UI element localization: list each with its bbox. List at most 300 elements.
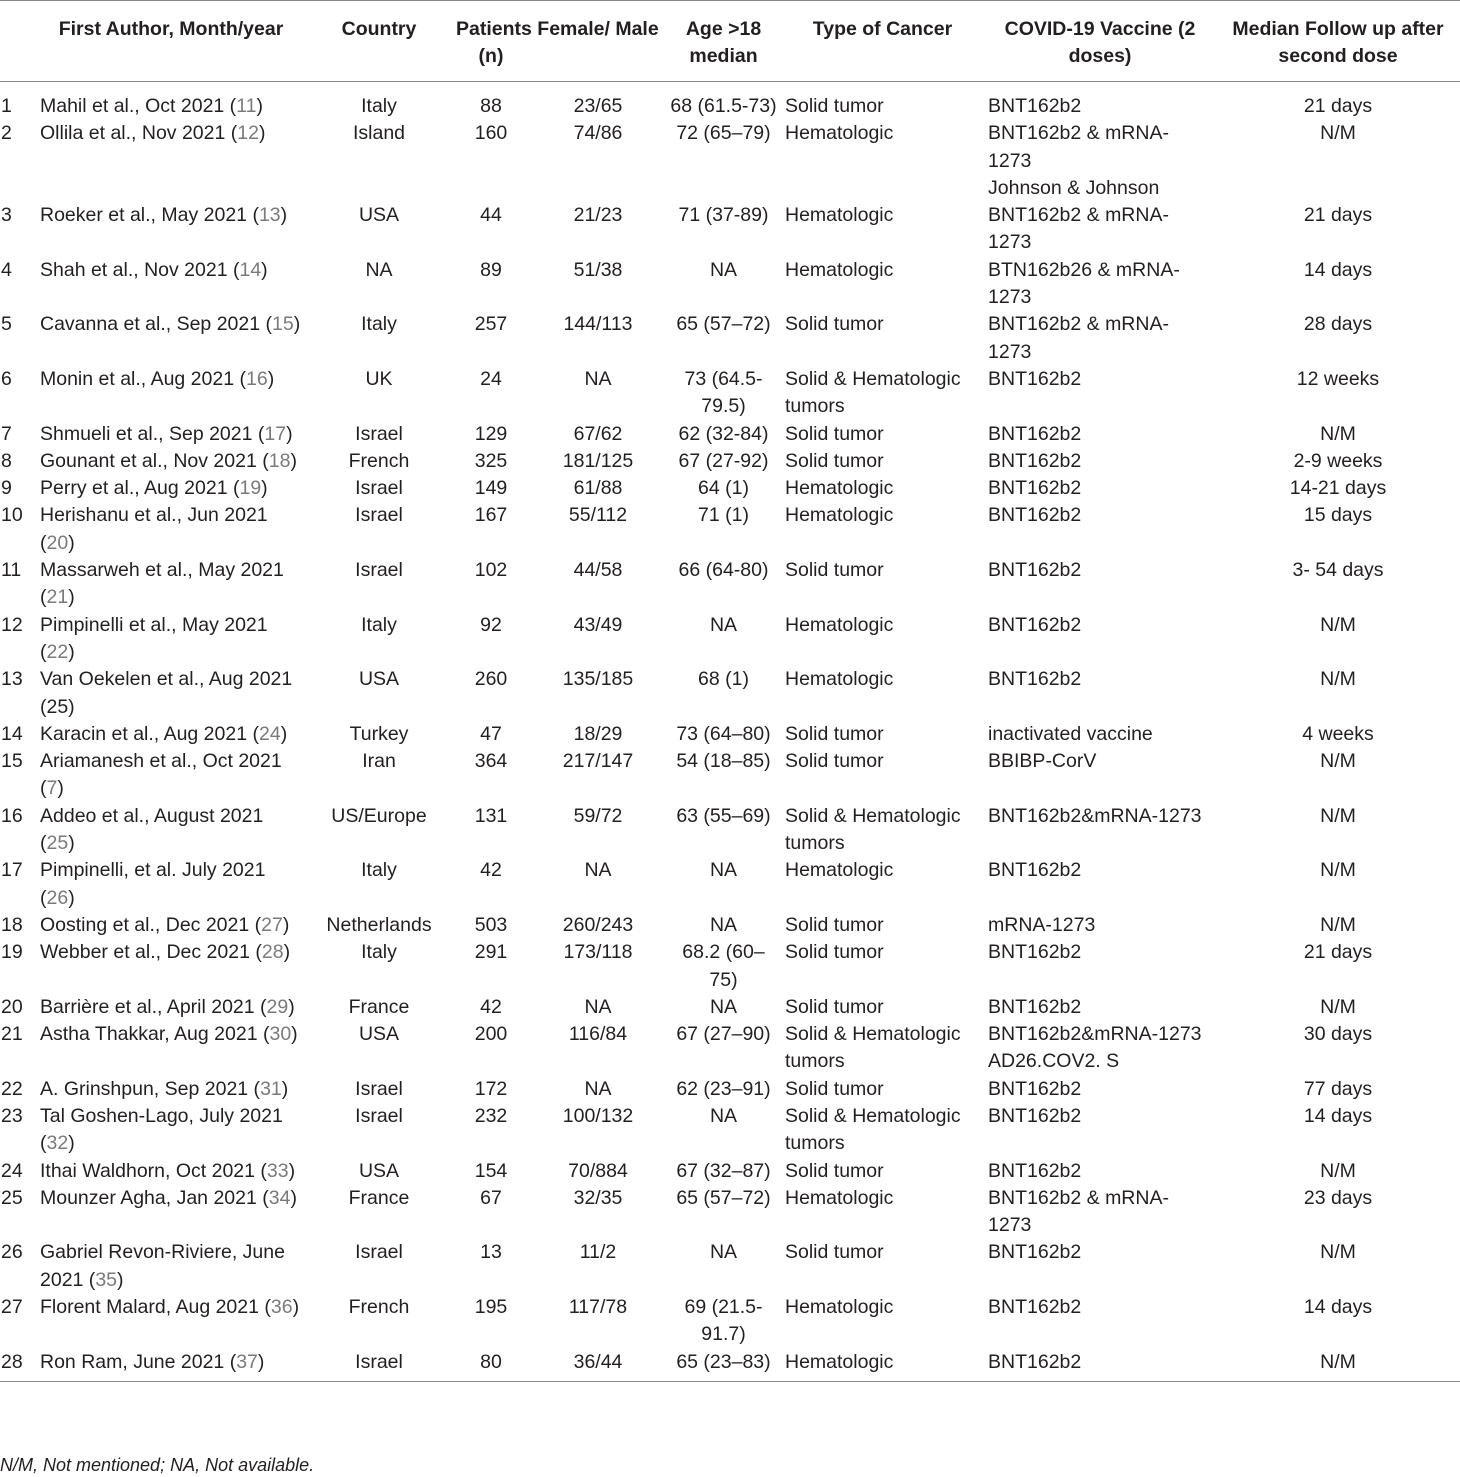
- cell-cancer: Hematologic: [785, 477, 894, 500]
- reference-link[interactable]: 31: [260, 1077, 282, 1100]
- cell-vaccine: [984, 557, 1216, 612]
- reference-link[interactable]: 26: [46, 886, 69, 909]
- cell-country: UK: [365, 367, 393, 390]
- cell-vaccine: [984, 311, 1216, 366]
- cell-patients: 325: [474, 449, 508, 472]
- table-row: [0, 1076, 1460, 1103]
- header-followup: Median Follow up after second dose: [1232, 18, 1444, 67]
- cell-age: 62 (23–91): [676, 1077, 771, 1100]
- cell-sex: 59/72: [573, 804, 623, 827]
- cell-vaccine: [984, 202, 1216, 257]
- cell-age: 67 (27-92): [678, 449, 769, 472]
- cell-followup: 3- 54 days: [1292, 559, 1384, 582]
- cell-number: 1: [1, 95, 12, 117]
- cell-patients: 260: [474, 668, 508, 691]
- cell-vaccine: [984, 1294, 1216, 1349]
- vaccine-line: BNT162b2: [988, 449, 1082, 472]
- table-row: [0, 82, 1460, 121]
- author-text: Herishanu et al., Jun 2021: [40, 504, 268, 527]
- cell-country: Israel: [355, 559, 403, 582]
- cell-country: NA: [365, 258, 393, 281]
- cell-number: 27: [1, 1296, 23, 1319]
- cell-age: 68 (61.5-73): [670, 95, 777, 117]
- author-text: Cavanna et al., Sep 2021: [40, 313, 261, 336]
- reference-link[interactable]: 30: [269, 1023, 292, 1046]
- cell-patients: 42: [480, 995, 502, 1018]
- cell-cancer: Solid tumor: [785, 1077, 884, 1100]
- cell-patients: 24: [480, 367, 502, 390]
- cell-followup: N/M: [1320, 1159, 1356, 1182]
- cell-country: Italy: [361, 95, 397, 117]
- cell-number: 24: [1, 1159, 23, 1182]
- table-row: [0, 1349, 1460, 1382]
- cell-sex: 181/125: [562, 449, 634, 472]
- reference-link[interactable]: 19: [239, 477, 262, 500]
- cell-sex: 11/2: [579, 1241, 617, 1264]
- cell-author: Webber et al., Dec 2021 (28): [40, 941, 291, 964]
- cell-sex: 100/132: [562, 1104, 634, 1127]
- author-text: Addeo et al., August 2021: [40, 804, 264, 827]
- cell-sex: 116/84: [568, 1023, 628, 1046]
- cell-cancer: Hematologic: [785, 258, 894, 281]
- reference-link[interactable]: 25: [46, 832, 69, 855]
- cell-sex: 36/44: [573, 1350, 623, 1373]
- cell-number: 19: [1, 941, 23, 964]
- cell-vaccine: [984, 366, 1216, 421]
- cell-country: France: [348, 995, 410, 1018]
- table-row: [0, 257, 1460, 312]
- cell-followup: N/M: [1320, 750, 1356, 773]
- cell-number: 16: [1, 804, 23, 827]
- cell-sex: 135/185: [562, 668, 634, 691]
- cell-author: Gounant et al., Nov 2021 (18): [40, 449, 297, 472]
- reference-link[interactable]: 24: [259, 722, 281, 745]
- cell-number: 7: [1, 422, 12, 445]
- cell-vaccine: [984, 994, 1216, 1021]
- cell-followup: N/M: [1320, 804, 1356, 827]
- author-text: Gabriel Revon-Riviere, June 2021: [40, 1241, 285, 1291]
- cell-patients: 154: [474, 1159, 508, 1182]
- cell-followup: 15 days: [1303, 504, 1373, 527]
- reference-link[interactable]: 13: [258, 204, 281, 227]
- reference-link[interactable]: 7: [46, 777, 58, 800]
- reference-link[interactable]: 22: [46, 640, 69, 663]
- cell-vaccine: [984, 1349, 1216, 1382]
- cell-cancer: Hematologic: [785, 613, 894, 636]
- cell-vaccine: [984, 1158, 1216, 1185]
- cell-cancer: Solid & Hematologic tumors: [785, 804, 961, 855]
- cell-author: Perry et al., Aug 2021 (19): [40, 477, 268, 500]
- vaccine-line: BNT162b2: [988, 1296, 1082, 1319]
- author-text: Massarweh et al., May 2021: [40, 559, 284, 582]
- reference-link[interactable]: 32: [46, 1132, 69, 1155]
- cell-author: Monin et al., Aug 2021 (16): [40, 367, 275, 390]
- cell-vaccine: [984, 120, 1216, 202]
- cell-followup: N/M: [1320, 668, 1356, 691]
- cell-cancer: Hematologic: [785, 1296, 894, 1319]
- cell-country: Italy: [361, 941, 397, 964]
- vaccine-line: BTN162b26 & mRNA-1273: [988, 258, 1180, 309]
- cell-cancer: Solid & Hematologic tumors: [785, 1104, 961, 1155]
- vaccine-line: BNT162b2: [988, 367, 1082, 390]
- cell-age: 68 (1): [698, 668, 749, 691]
- cell-cancer: Hematologic: [785, 1350, 894, 1373]
- cell-number: 28: [1, 1350, 23, 1373]
- vaccine-line: BNT162b2&mRNA-1273: [988, 1023, 1202, 1046]
- header-number: [0, 1, 36, 82]
- cell-sex: 117/78: [568, 1296, 628, 1319]
- cell-country: USA: [358, 1023, 400, 1046]
- cell-author: [36, 666, 306, 721]
- reference-link[interactable]: 27: [261, 913, 283, 936]
- reference-link[interactable]: 11: [236, 95, 257, 117]
- cell-country: French: [348, 449, 410, 472]
- cell-sex: 173/118: [563, 941, 633, 964]
- cell-country: USA: [358, 204, 400, 227]
- cell-cancer: Hematologic: [785, 504, 894, 527]
- cell-author: Astha Thakkar, Aug 2021 (30): [40, 1023, 298, 1046]
- cell-sex: 44/58: [573, 559, 623, 582]
- cell-sex: 55/112: [568, 504, 628, 527]
- cell-country: Israel: [355, 1241, 403, 1264]
- cell-number: 13: [1, 668, 23, 691]
- cell-age: 67 (32–87): [676, 1159, 771, 1182]
- cell-author: A. Grinshpun, Sep 2021 (31): [40, 1077, 289, 1100]
- cell-age: 68.2 (60–75): [682, 941, 765, 991]
- vaccine-line: Johnson & Johnson: [988, 176, 1160, 199]
- cell-age: 72 (65–79): [676, 122, 771, 145]
- cell-followup: 4 weeks: [1302, 722, 1374, 745]
- cell-number: 6: [1, 367, 12, 390]
- cell-number: 21: [1, 1023, 23, 1046]
- cell-followup: N/M: [1320, 1241, 1356, 1264]
- cell-followup: 14-21 days: [1289, 477, 1387, 500]
- cell-author: Mounzer Agha, Jan 2021 (34): [40, 1186, 297, 1209]
- cell-sex: 61/88: [573, 477, 623, 500]
- cell-author: Oosting et al., Dec 2021 (27): [40, 913, 290, 936]
- reference-link[interactable]: 28: [261, 941, 284, 964]
- header-age: Age >18 median: [685, 18, 762, 67]
- cell-sex: 21/23: [573, 204, 623, 227]
- cell-number: 17: [1, 859, 23, 882]
- vaccine-line: BNT162b2: [988, 95, 1082, 117]
- cell-number: 14: [1, 722, 23, 745]
- cell-author: Ithai Waldhorn, Oct 2021 (33): [40, 1159, 296, 1182]
- cell-author: Ollila et al., Nov 2021 (12): [40, 122, 266, 145]
- author-text: Astha Thakkar, Aug 2021: [40, 1023, 258, 1046]
- cell-vaccine: [984, 1021, 1216, 1076]
- reference-link[interactable]: 20: [46, 531, 69, 554]
- table-row: [0, 202, 1460, 257]
- cell-vaccine: [984, 502, 1216, 557]
- author-text: Mahil et al., Oct 2021: [40, 95, 225, 117]
- cell-patients: 149: [474, 477, 508, 500]
- cell-patients: 503: [474, 913, 508, 936]
- vaccine-line: BNT162b2: [988, 1350, 1082, 1373]
- vaccine-line: BNT162b2: [988, 1241, 1082, 1264]
- vaccine-line: BNT162b2: [988, 941, 1082, 964]
- cell-patients: 80: [480, 1350, 502, 1373]
- cell-cancer: Hematologic: [785, 668, 894, 691]
- cell-sex: NA: [584, 995, 612, 1018]
- cell-patients: 92: [480, 613, 502, 636]
- cell-author: Cavanna et al., Sep 2021 (15): [40, 313, 301, 336]
- vaccine-line: BNT162b2: [988, 1077, 1082, 1100]
- table-row: [0, 803, 1460, 858]
- cell-vaccine: [984, 1076, 1216, 1103]
- vaccine-line: BNT162b2: [988, 668, 1082, 691]
- table-footnote: N/M, Not mentioned; NA, Not available.: [0, 1455, 315, 1475]
- cell-age: 69 (21.5-91.7): [684, 1296, 763, 1346]
- cell-age: 73 (64.5-79.5): [684, 367, 763, 418]
- cell-cancer: Solid tumor: [785, 722, 884, 745]
- vaccine-line: BNT162b2: [988, 995, 1082, 1018]
- reference-link[interactable]: 21: [46, 586, 69, 609]
- cell-author: Herishanu et al., Jun 2021 (20): [40, 504, 268, 554]
- cell-country: USA: [358, 668, 400, 691]
- cell-sex: 260/243: [562, 913, 634, 936]
- cell-country: Italy: [361, 859, 397, 882]
- cell-number: 2: [1, 122, 12, 145]
- author-text: Shmueli et al., Sep 2021: [40, 422, 253, 445]
- cell-followup: N/M: [1320, 613, 1356, 636]
- cell-age: 62 (32-84): [678, 422, 769, 445]
- cell-author: Mahil et al., Oct 2021 (11): [40, 95, 263, 117]
- cell-patients: 88: [480, 95, 502, 117]
- cell-patients: 131: [474, 804, 508, 827]
- cell-age: NA: [709, 1241, 738, 1264]
- vaccine-line: BNT162b2 & mRNA-1273: [988, 122, 1169, 172]
- vaccine-line: BBIBP-CorV: [988, 750, 1097, 773]
- reference-link[interactable]: 34: [268, 1186, 291, 1209]
- vaccine-line: AD26.COV2. S: [988, 1050, 1120, 1073]
- cell-patients: 102: [474, 559, 508, 582]
- cell-cancer: Hematologic: [785, 859, 894, 882]
- cell-age: NA: [709, 913, 738, 936]
- cell-cancer: Solid & Hematologic tumors: [785, 367, 961, 418]
- cell-followup: N/M: [1320, 995, 1356, 1018]
- cell-vaccine: [984, 939, 1216, 994]
- cell-patients: 44: [480, 204, 502, 227]
- table-row: [0, 1103, 1460, 1158]
- cell-country: France: [348, 1186, 410, 1209]
- header-author: First Author, Month/year: [58, 18, 284, 40]
- cell-age: 71 (1): [698, 504, 749, 527]
- vaccine-line: BNT162b2: [988, 1104, 1082, 1127]
- cell-number: 12: [1, 613, 23, 636]
- cell-author: Gabriel Revon-Riviere, June 2021 (35): [40, 1241, 285, 1291]
- reference-link[interactable]: 33: [266, 1159, 289, 1182]
- cell-country: Israel: [355, 1104, 403, 1127]
- cell-followup: 21 days: [1303, 941, 1373, 964]
- author-text: Gounant et al., Nov 2021: [40, 449, 257, 472]
- cell-vaccine: [984, 448, 1216, 475]
- author-text: Karacin et al., Aug 2021: [40, 722, 248, 745]
- author-text: Barrière et al., April 2021: [40, 995, 255, 1018]
- cell-patients: 172: [474, 1077, 508, 1100]
- vaccine-line: BNT162b2 & mRNA-1273: [988, 204, 1169, 254]
- cell-country: Israel: [355, 477, 403, 500]
- cell-country: Israel: [355, 1350, 403, 1373]
- cell-age: NA: [709, 995, 738, 1018]
- cell-age: 71 (37-89): [678, 204, 769, 227]
- cell-followup: 28 days: [1303, 313, 1373, 336]
- cell-cancer: Solid tumor: [785, 913, 884, 936]
- reference-link[interactable]: 14: [239, 258, 262, 281]
- cell-age: NA: [709, 258, 738, 281]
- cell-country: Island: [352, 122, 406, 145]
- cell-patients: 364: [474, 750, 508, 773]
- reference-link[interactable]: 35: [95, 1268, 118, 1291]
- reference-link[interactable]: 37: [236, 1350, 258, 1373]
- cell-author: Tal Goshen-Lago, July 2021 (32): [40, 1104, 283, 1155]
- cell-vaccine: [984, 475, 1216, 502]
- cell-followup: 77 days: [1303, 1077, 1373, 1100]
- cell-cancer: Solid tumor: [785, 941, 884, 964]
- cell-sex: 70/884: [568, 1159, 628, 1182]
- cell-followup: 2-9 weeks: [1293, 449, 1383, 472]
- vaccine-line: BNT162b2&mRNA-1273: [988, 804, 1202, 827]
- cell-author: Ron Ram, June 2021 (37): [40, 1350, 265, 1373]
- table-row: [0, 366, 1460, 421]
- cell-cancer: Solid & Hematologic tumors: [785, 1023, 961, 1073]
- cell-age: 65 (23–83): [676, 1350, 771, 1373]
- table-row: [0, 721, 1460, 748]
- table-row: [0, 612, 1460, 667]
- vaccine-line: mRNA-1273: [988, 913, 1096, 936]
- author-text: Oosting et al., Dec 2021: [40, 913, 250, 936]
- cell-number: 23: [1, 1104, 23, 1127]
- cell-country: French: [348, 1296, 410, 1319]
- cell-number: 22: [1, 1077, 23, 1100]
- vaccine-line: BNT162b2: [988, 1159, 1082, 1182]
- cell-patients: 167: [474, 504, 508, 527]
- header-sex: Female/ Male: [537, 18, 659, 40]
- cell-followup: N/M: [1320, 913, 1356, 936]
- header-patients: Patients (n): [456, 18, 532, 67]
- cell-number: 5: [1, 313, 12, 336]
- vaccine-line: BNT162b2 & mRNA-1273: [988, 1186, 1169, 1237]
- cell-followup: N/M: [1320, 122, 1356, 145]
- vaccine-line: BNT162b2 & mRNA-1273: [988, 313, 1169, 363]
- cell-sex: 18/29: [573, 722, 623, 745]
- cell-followup: 30 days: [1303, 1023, 1373, 1046]
- vaccine-line: BNT162b2: [988, 422, 1082, 445]
- author-text: Mounzer Agha, Jan 2021: [40, 1186, 257, 1209]
- cell-vaccine: [984, 1239, 1216, 1294]
- table-row: [0, 1158, 1460, 1185]
- cell-number: 8: [1, 449, 12, 472]
- cell-number: 20: [1, 995, 23, 1018]
- cell-age: NA: [709, 859, 738, 882]
- cell-followup: 14 days: [1303, 1296, 1373, 1319]
- reference-link[interactable]: 36: [270, 1296, 293, 1319]
- author-text: Roeker et al., May 2021: [40, 204, 248, 227]
- author-text: Ollila et al., Nov 2021: [40, 122, 226, 145]
- table-row: [0, 1294, 1460, 1349]
- cell-age: 54 (18–85): [676, 750, 771, 773]
- cell-age: 64 (1): [698, 477, 749, 500]
- cell-author: Shah et al., Nov 2021 (14): [40, 258, 268, 281]
- table-body: [0, 82, 1460, 1382]
- cell-number: 10: [1, 504, 23, 527]
- cell-followup: N/M: [1320, 1350, 1356, 1373]
- cell-cancer: Solid tumor: [785, 559, 884, 582]
- cell-country: Iran: [362, 750, 396, 773]
- cell-vaccine: [984, 912, 1216, 939]
- cell-number: 26: [1, 1241, 23, 1264]
- author-text: Florent Malard, Aug 2021: [40, 1296, 259, 1319]
- table-row: [0, 857, 1460, 912]
- table-row: [0, 475, 1460, 502]
- cell-country: Turkey: [349, 722, 409, 745]
- cell-country: Italy: [361, 613, 397, 636]
- cell-patients: 67: [480, 1186, 502, 1209]
- table-row: [0, 994, 1460, 1021]
- author-text: Pimpinelli, et al. July 2021: [40, 859, 266, 882]
- cell-author: Barrière et al., April 2021 (29): [40, 995, 295, 1018]
- cell-cancer: Solid tumor: [785, 422, 884, 445]
- author-text: Ariamanesh et al., Oct 2021: [40, 750, 282, 773]
- cell-patients: 160: [474, 122, 508, 145]
- header-vaccine: COVID-19 Vaccine (2 doses): [1004, 18, 1196, 67]
- cell-number: 11: [1, 559, 22, 582]
- header-country: Country: [341, 18, 417, 40]
- cell-patients: 291: [474, 941, 508, 964]
- cell-cancer: Solid tumor: [785, 995, 884, 1018]
- cell-sex: 51/38: [573, 258, 623, 281]
- cell-patients: 89: [480, 258, 502, 281]
- cell-sex: 23/65: [573, 95, 623, 117]
- cell-age: 67 (27–90): [676, 1023, 771, 1046]
- reference-link[interactable]: 29: [266, 995, 289, 1018]
- cell-cancer: Hematologic: [785, 122, 894, 145]
- reference-link[interactable]: 15: [272, 313, 294, 336]
- cell-sex: NA: [584, 859, 612, 882]
- cell-patients: 257: [474, 313, 508, 336]
- reference-link[interactable]: 16: [245, 367, 268, 390]
- reference-link[interactable]: 18: [268, 449, 291, 472]
- cell-country: Israel: [355, 1077, 403, 1100]
- cell-sex: NA: [584, 1077, 612, 1100]
- cell-number: 18: [1, 913, 23, 936]
- cell-followup: N/M: [1320, 859, 1356, 882]
- cell-vaccine: [984, 1185, 1216, 1240]
- cell-vaccine: [984, 257, 1216, 312]
- cell-sex: 144/113: [563, 313, 633, 336]
- author-text: Tal Goshen-Lago, July 2021: [40, 1104, 283, 1127]
- header-cancer: Type of Cancer: [812, 18, 953, 40]
- author-text: A. Grinshpun, Sep 2021: [40, 1077, 249, 1100]
- table-header: [0, 1, 1460, 82]
- vaccine-line: inactivated vaccine: [988, 722, 1153, 745]
- cell-country: US/Europe: [331, 804, 427, 827]
- table-row: [0, 120, 1460, 202]
- cell-number: 3: [1, 204, 12, 227]
- vaccine-line: BNT162b2: [988, 504, 1082, 527]
- cell-cancer: Hematologic: [785, 204, 894, 227]
- cell-cancer: Solid tumor: [785, 95, 884, 117]
- cell-age: 73 (64–80): [676, 722, 771, 745]
- cell-age: NA: [709, 1104, 738, 1127]
- author-text: Webber et al., Dec 2021: [40, 941, 250, 964]
- cell-country: Italy: [361, 313, 397, 336]
- cell-followup: 23 days: [1303, 1186, 1373, 1209]
- reference-link[interactable]: 12: [237, 122, 259, 145]
- cell-sex: 74/86: [573, 122, 623, 145]
- author-text: Van Oekelen et al., Aug 2021 (25): [40, 668, 293, 718]
- reference-link[interactable]: 17: [264, 422, 287, 445]
